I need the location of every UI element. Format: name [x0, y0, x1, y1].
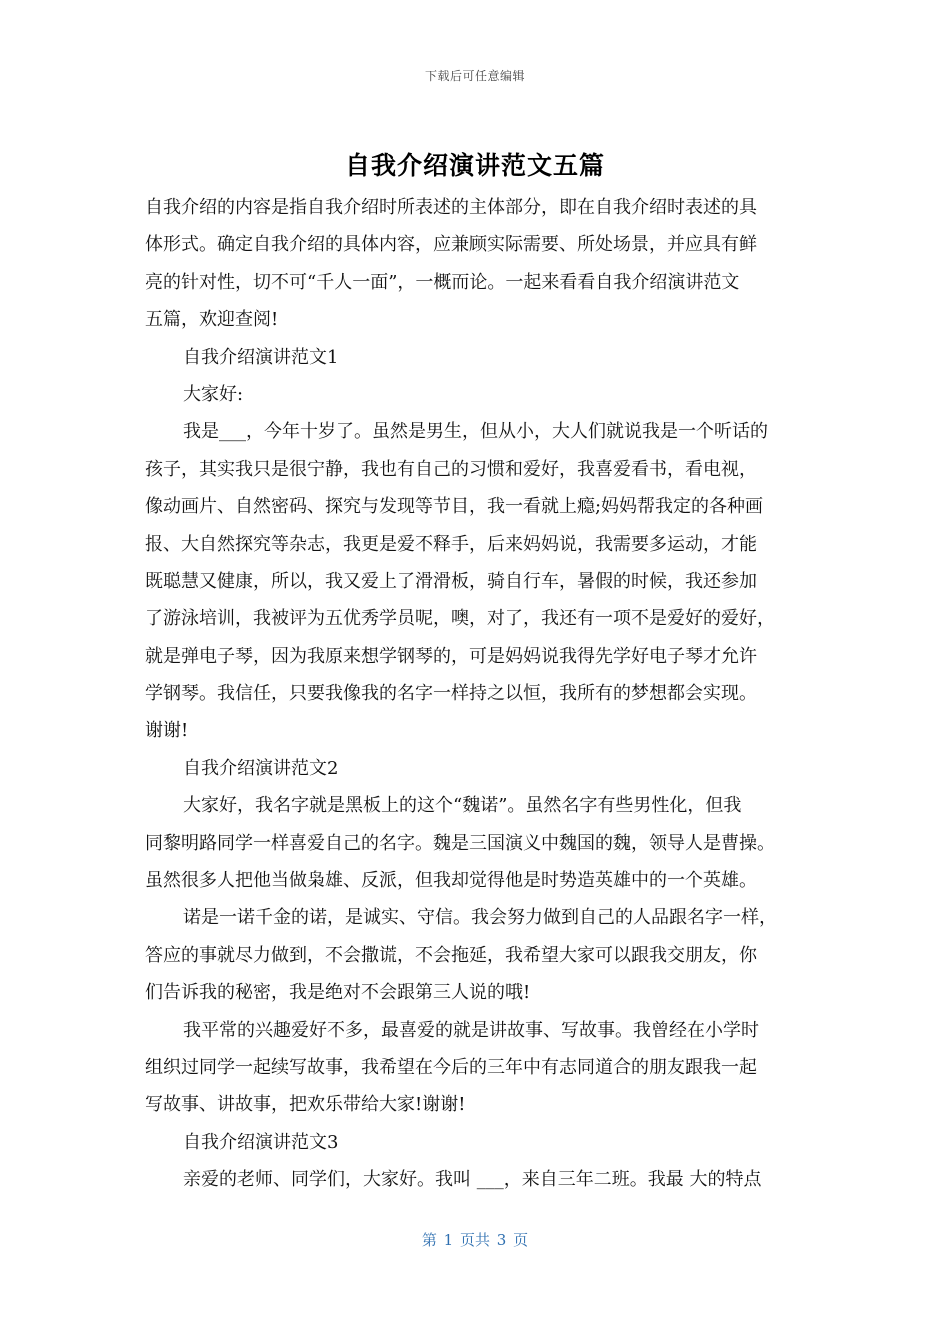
text-line: 体形式。确定自我介绍的具体内容，应兼顾实际需要、所处场景，并应具有鲜: [145, 234, 757, 256]
text-line: 五篇，欢迎查阅!: [145, 309, 279, 331]
footer-page-end: 页: [513, 1231, 529, 1249]
footer-page-label: 第: [421, 1231, 437, 1249]
text-line: 像动画片、自然密码、探究与发现等节目，我一看就上瘾;妈妈帮我定的各种画: [145, 496, 764, 518]
text-line: 就是弹电子琴，因为我原来想学钢琴的，可是妈妈说我得先学好电子琴才允许: [145, 645, 757, 667]
text-line: 报、大自然探究等杂志，我更是爱不释手，后来妈妈说，我需要多运动，才能: [145, 533, 757, 555]
text-line: 诺是一诺千金的诺，是诚实、守信。我会努力做到自己的人品跟名字一样，: [183, 907, 777, 929]
text-line: 自我介绍演讲范文2: [183, 757, 339, 779]
text-line: 虽然很多人把他当做枭雄、反派，但我却觉得他是时势造英雄中的一个英雄。: [145, 870, 757, 892]
text-line: 大家好:: [183, 383, 244, 405]
text-line: 谢谢!: [145, 720, 189, 742]
text-line: 自我介绍的内容是指自我介绍时所表述的主体部分，即在自我介绍时表述的具: [145, 197, 757, 218]
header-note: 下载后可任意编辑: [424, 69, 525, 83]
text-line: 同黎明路同学一样喜爱自己的名字。魏是三国演义中魏国的魏，领导人是曹操。: [145, 832, 775, 854]
footer-page-mid: 页共: [459, 1231, 490, 1249]
document-body: [145, 189, 810, 1199]
text-line: 亲爱的老师、同学们，大家好。我叫 ___，来自三年二班。我最 大的特点: [183, 1169, 762, 1191]
document-title: 自我介绍演讲范文五篇: [344, 151, 605, 180]
text-line: 了游泳培训，我被评为五优秀学员呢，噢，对了，我还有一项不是爱好的爱好，: [145, 608, 775, 630]
text-line: 我平常的兴趣爱好不多，最喜爱的就是讲故事、写故事。我曾经在小学时: [183, 1019, 759, 1041]
footer-page-number: 1: [443, 1231, 454, 1249]
page-footer: [0, 1229, 950, 1250]
text-line: 学钢琴。我信任，只要我像我的名字一样持之以恒，我所有的梦想都会实现。: [145, 683, 757, 705]
text-line: 写故事、讲故事，把欢乐带给大家!谢谢!: [145, 1094, 466, 1116]
text-line: 自我介绍演讲范文1: [183, 346, 339, 368]
text-line: 我是___，今年十岁了。虽然是男生，但从小，大人们就说我是一个听话的: [183, 421, 768, 443]
footer-page-total: 3: [496, 1231, 507, 1249]
text-line: 组织过同学一起续写故事，我希望在今后的三年中有志同道合的朋友跟我一起: [145, 1056, 757, 1078]
text-line: 亮的针对性，切不可“千人一面”，一概而论。一起来看看自我介绍演讲范文: [145, 271, 740, 293]
text-line: 大家好，我名字就是黑板上的这个“魏诺”。虽然名字有些男性化，但我: [183, 795, 742, 817]
text-line: 们告诉我的秘密，我是绝对不会跟第三人说的哦!: [145, 982, 531, 1004]
text-line: 答应的事就尽力做到，不会撒谎，不会拖延，我希望大家可以跟我交朋友，你: [145, 944, 757, 966]
text-line: 自我介绍演讲范文3: [183, 1131, 339, 1153]
text-line: 既聪慧又健康，所以，我又爱上了滑滑板，骑自行车，暑假的时候，我还参加: [145, 570, 757, 592]
text-line: 孩子，其实我只是很宁静，我也有自己的习惯和爱好，我喜爱看书，看电视，: [145, 458, 757, 480]
